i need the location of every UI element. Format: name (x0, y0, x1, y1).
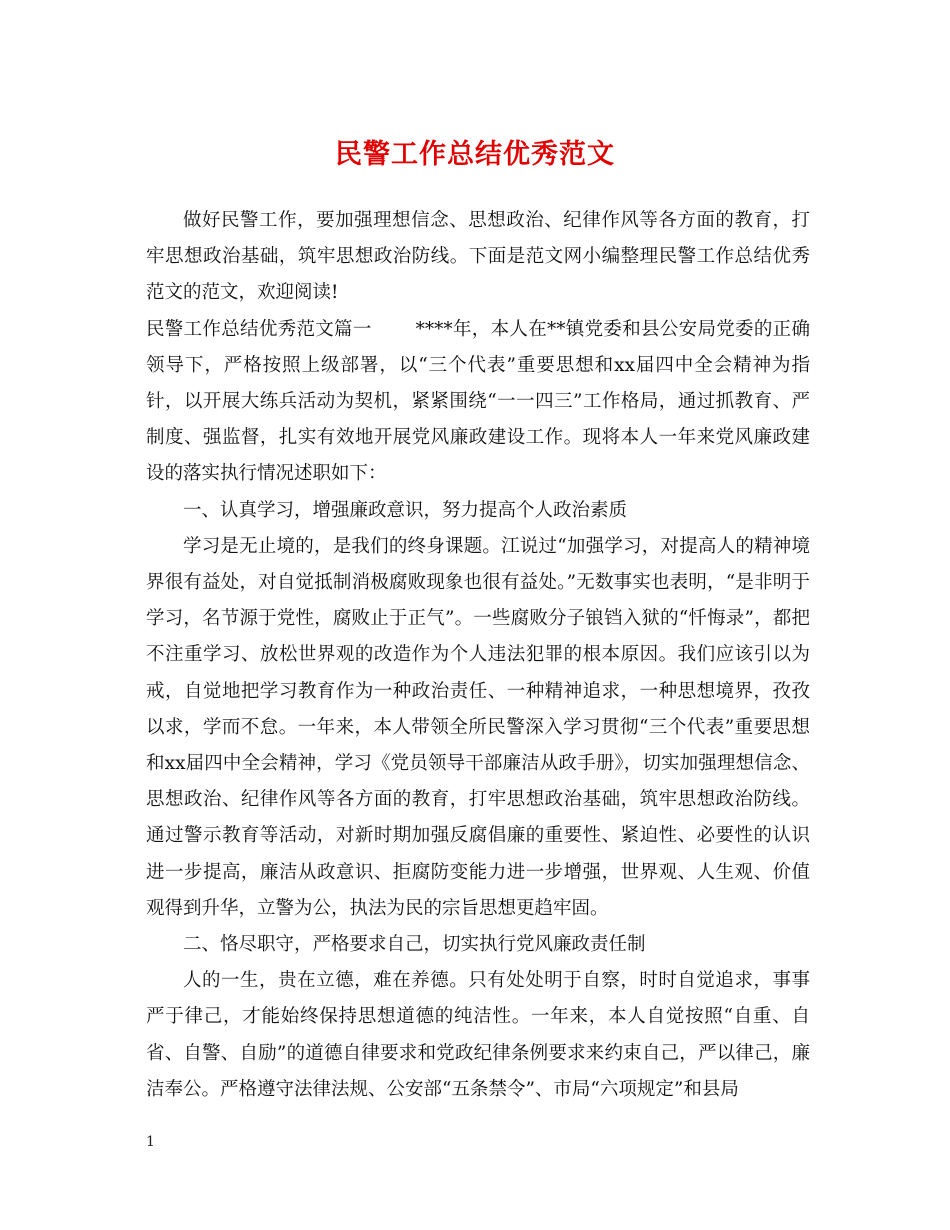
section-paragraph (146, 312, 810, 493)
point1-paragraph: 学习是无止境的，是我们的终身课题。江说过“加强学习，对提高人的精神境界很有益处，对自觉抵制消极腐败现象也很有益处。”无数事实也表明，“是非明于学习，名节源于党性，腐败止于正气”。一些腐败分子锒铛入狱的“忏悔录”，都把不注重学习、放松世界观的改造作为个人违法犯罪的根本原因。我们应该引以为戒，自觉地把学习教育作为一种政治责任、一种精神追求，一种思想境界，孜孜以求，学而不怠。一年来，本人带领全所民警深入学习贯彻“三个代表”重要思想和xx届四中全会精神，学习《党员领导干部廉洁从政手册》，切实加强理想信念、思想政治、纪律作风等各方面的教育，打牢思想政治基础，筑牢思想政治防线。通过警示教育等活动，对新时期加强反腐倡廉的重要性、紧迫性、必要性的认识进一步提高，廉洁从政意识、拒腐防变能力进一步增强，世界观、人生观、价值观得到升华，立警为公，执法为民的宗旨思想更趋牢固。 (146, 535, 810, 919)
point2-paragraph: 人的一生，贵在立德，难在养德。只有处处明于自察，时时自觉追求，事事严于律己，才能始终保持思想道德的纯洁性。一年来，本人自觉按照“自重、自省、自警、自励”的道德自律要求和党政纪律条例要求来约束自己，严以律己，廉洁奉公。严格遵守法律法规、公安部“五条禁令”、市局“六项规定”和县局 (146, 970, 810, 1100)
point2-heading: 二、恪尽职守，严格要求自己，切实执行党风廉政责任制 (183, 934, 646, 956)
point1-heading: 一、认真学习，增强廉政意识，努力提高个人政治素质 (183, 499, 628, 521)
document-body (146, 203, 810, 1108)
page-number: 1 (146, 1134, 155, 1150)
section-lead-text: ****年，本人在**镇党委和县公安局党委的正确领导下，严格按照上级部署，以“三个代表”重要思想和xx届四中全会精神为指针，以开展大练兵活动为契机，紧紧围绕“一一四三”工作格局，通过抓教育、严制度、强监督，扎实有效地开展党风廉政建设工作。现将本人一年来党风廉政建设的落实执行情况述职如下： (146, 318, 810, 485)
intro-paragraph: 做好民警工作，要加强理想信念、思想政治、纪律作风等各方面的教育，打牢思想政治基础，筑牢思想政治防线。下面是范文网小编整理民警工作总结优秀范文的范文，欢迎阅读! (146, 210, 810, 304)
document-title: 民警工作总结优秀范文 (335, 139, 615, 170)
section-heading: 民警工作总结优秀范文篇一 (146, 318, 372, 340)
